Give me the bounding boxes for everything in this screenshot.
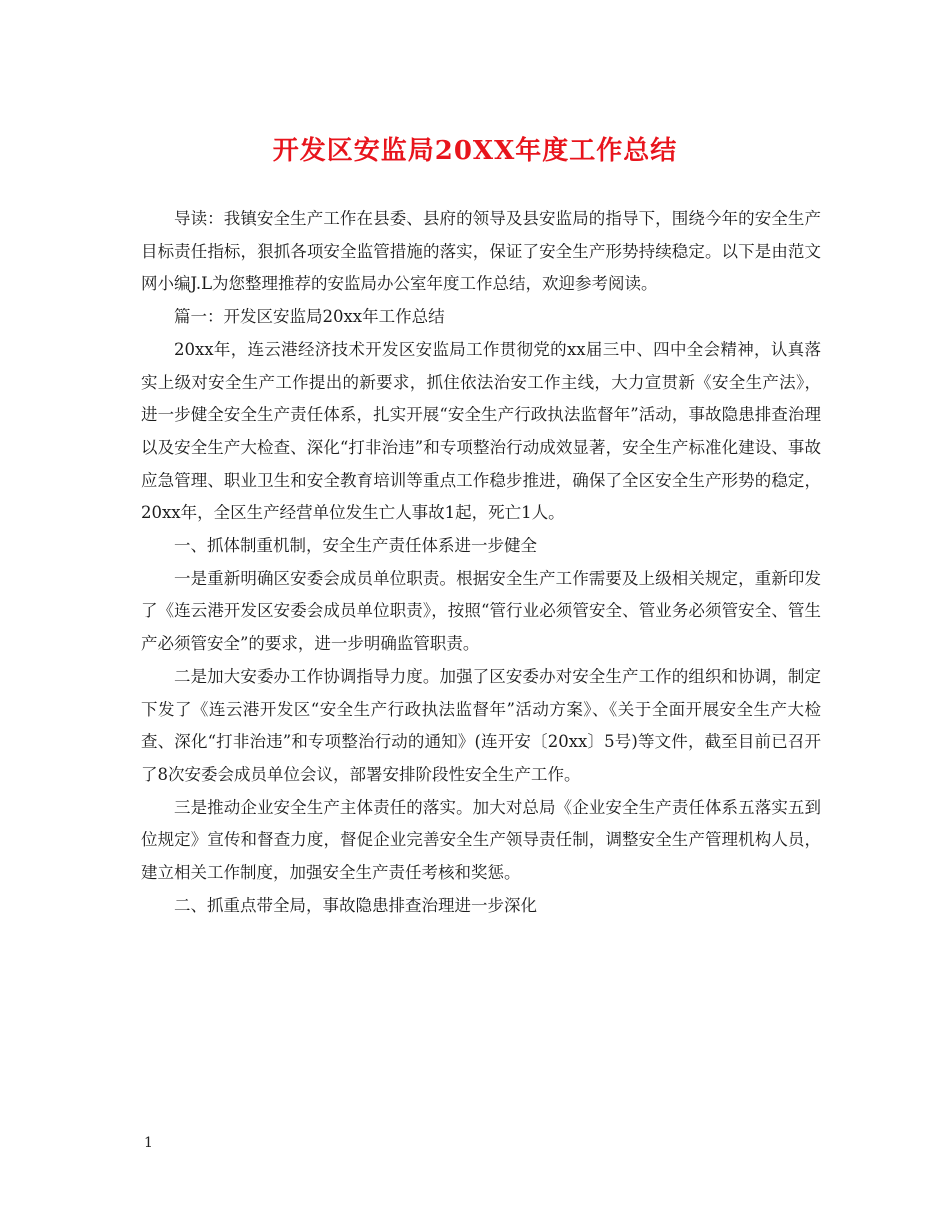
paragraph-heading-2: 二、抓重点带全局，事故隐患排查治理进一步深化 [174,895,537,915]
paragraph-section-heading: 篇一：开发区安监局20xx年工作总结 [174,307,445,327]
page-number: 1 [144,1135,153,1151]
paragraph-item-3: 三是推动企业安全生产主体责任的落实。加大对总局《企业安全生产责任体系五落实五到位规定》宣传和督查力度，督促企业完善安全生产领导责任制，调整安全生产管理机构人员，建立相关工作制度，加强安全生产责任考核和奖惩。 [141,797,821,883]
paragraph-item-2: 二是加大安委办工作协调指导力度。加强了区安委办对安全生产工作的组织和协调，制定下发了《连云港开发区“安全生产行政执法监督年”活动方案》、《关于全面开展安全生产大检查、深化“打非治违”和专项整治行动的通知》(连开安〔20xx〕5号)等文件，截至目前已召开了8次安委会成员单位会议，部署安排阶段性安全生产工作。 [141,666,821,784]
paragraph-item-1: 一是重新明确区安委会成员单位职责。根据安全生产工作需要及上级相关规定，重新印发了《连云港开发区安委会成员单位职责》，按照“管行业必须管安全、管业务必须管安全、管生产必须管安全”的要求，进一步明确监管职责。 [141,568,821,654]
document-title: 开发区安监局20XX年度工作总结 [272,136,678,166]
document-body [141,203,821,922]
paragraph-overview: 20xx年，连云港经济技术开发区安监局工作贯彻党的xx届三中、四中全会精神，认真落实上级对安全生产工作提出的新要求，抓住依法治安工作主线，大力宣贯新《安全生产法》，进一步健全安全生产责任体系，扎实开展“安全生产行政执法监督年”活动，事故隐患排查治理以及安全生产大检查、深化“打非治违”和专项整治行动成效显著，安全生产标准化建设、事故应急管理、职业卫生和安全教育培训等重点工作稳步推进，确保了全区安全生产形势的稳定，20xx年，全区生产经营单位发生亡人事故1起，死亡1人。 [141,339,821,523]
paragraph-intro: 导读：我镇安全生产工作在县委、县府的领导及县安监局的指导下，围绕今年的安全生产目标责任指标，狠抓各项安全监管措施的落实，保证了安全生产形势持续稳定。以下是由范文网小编J.L为您整理推荐的安监局办公室年度工作总结，欢迎参考阅读。 [141,209,821,294]
paragraph-heading-1: 一、抓体制重机制，安全生产责任体系进一步健全 [174,536,537,556]
